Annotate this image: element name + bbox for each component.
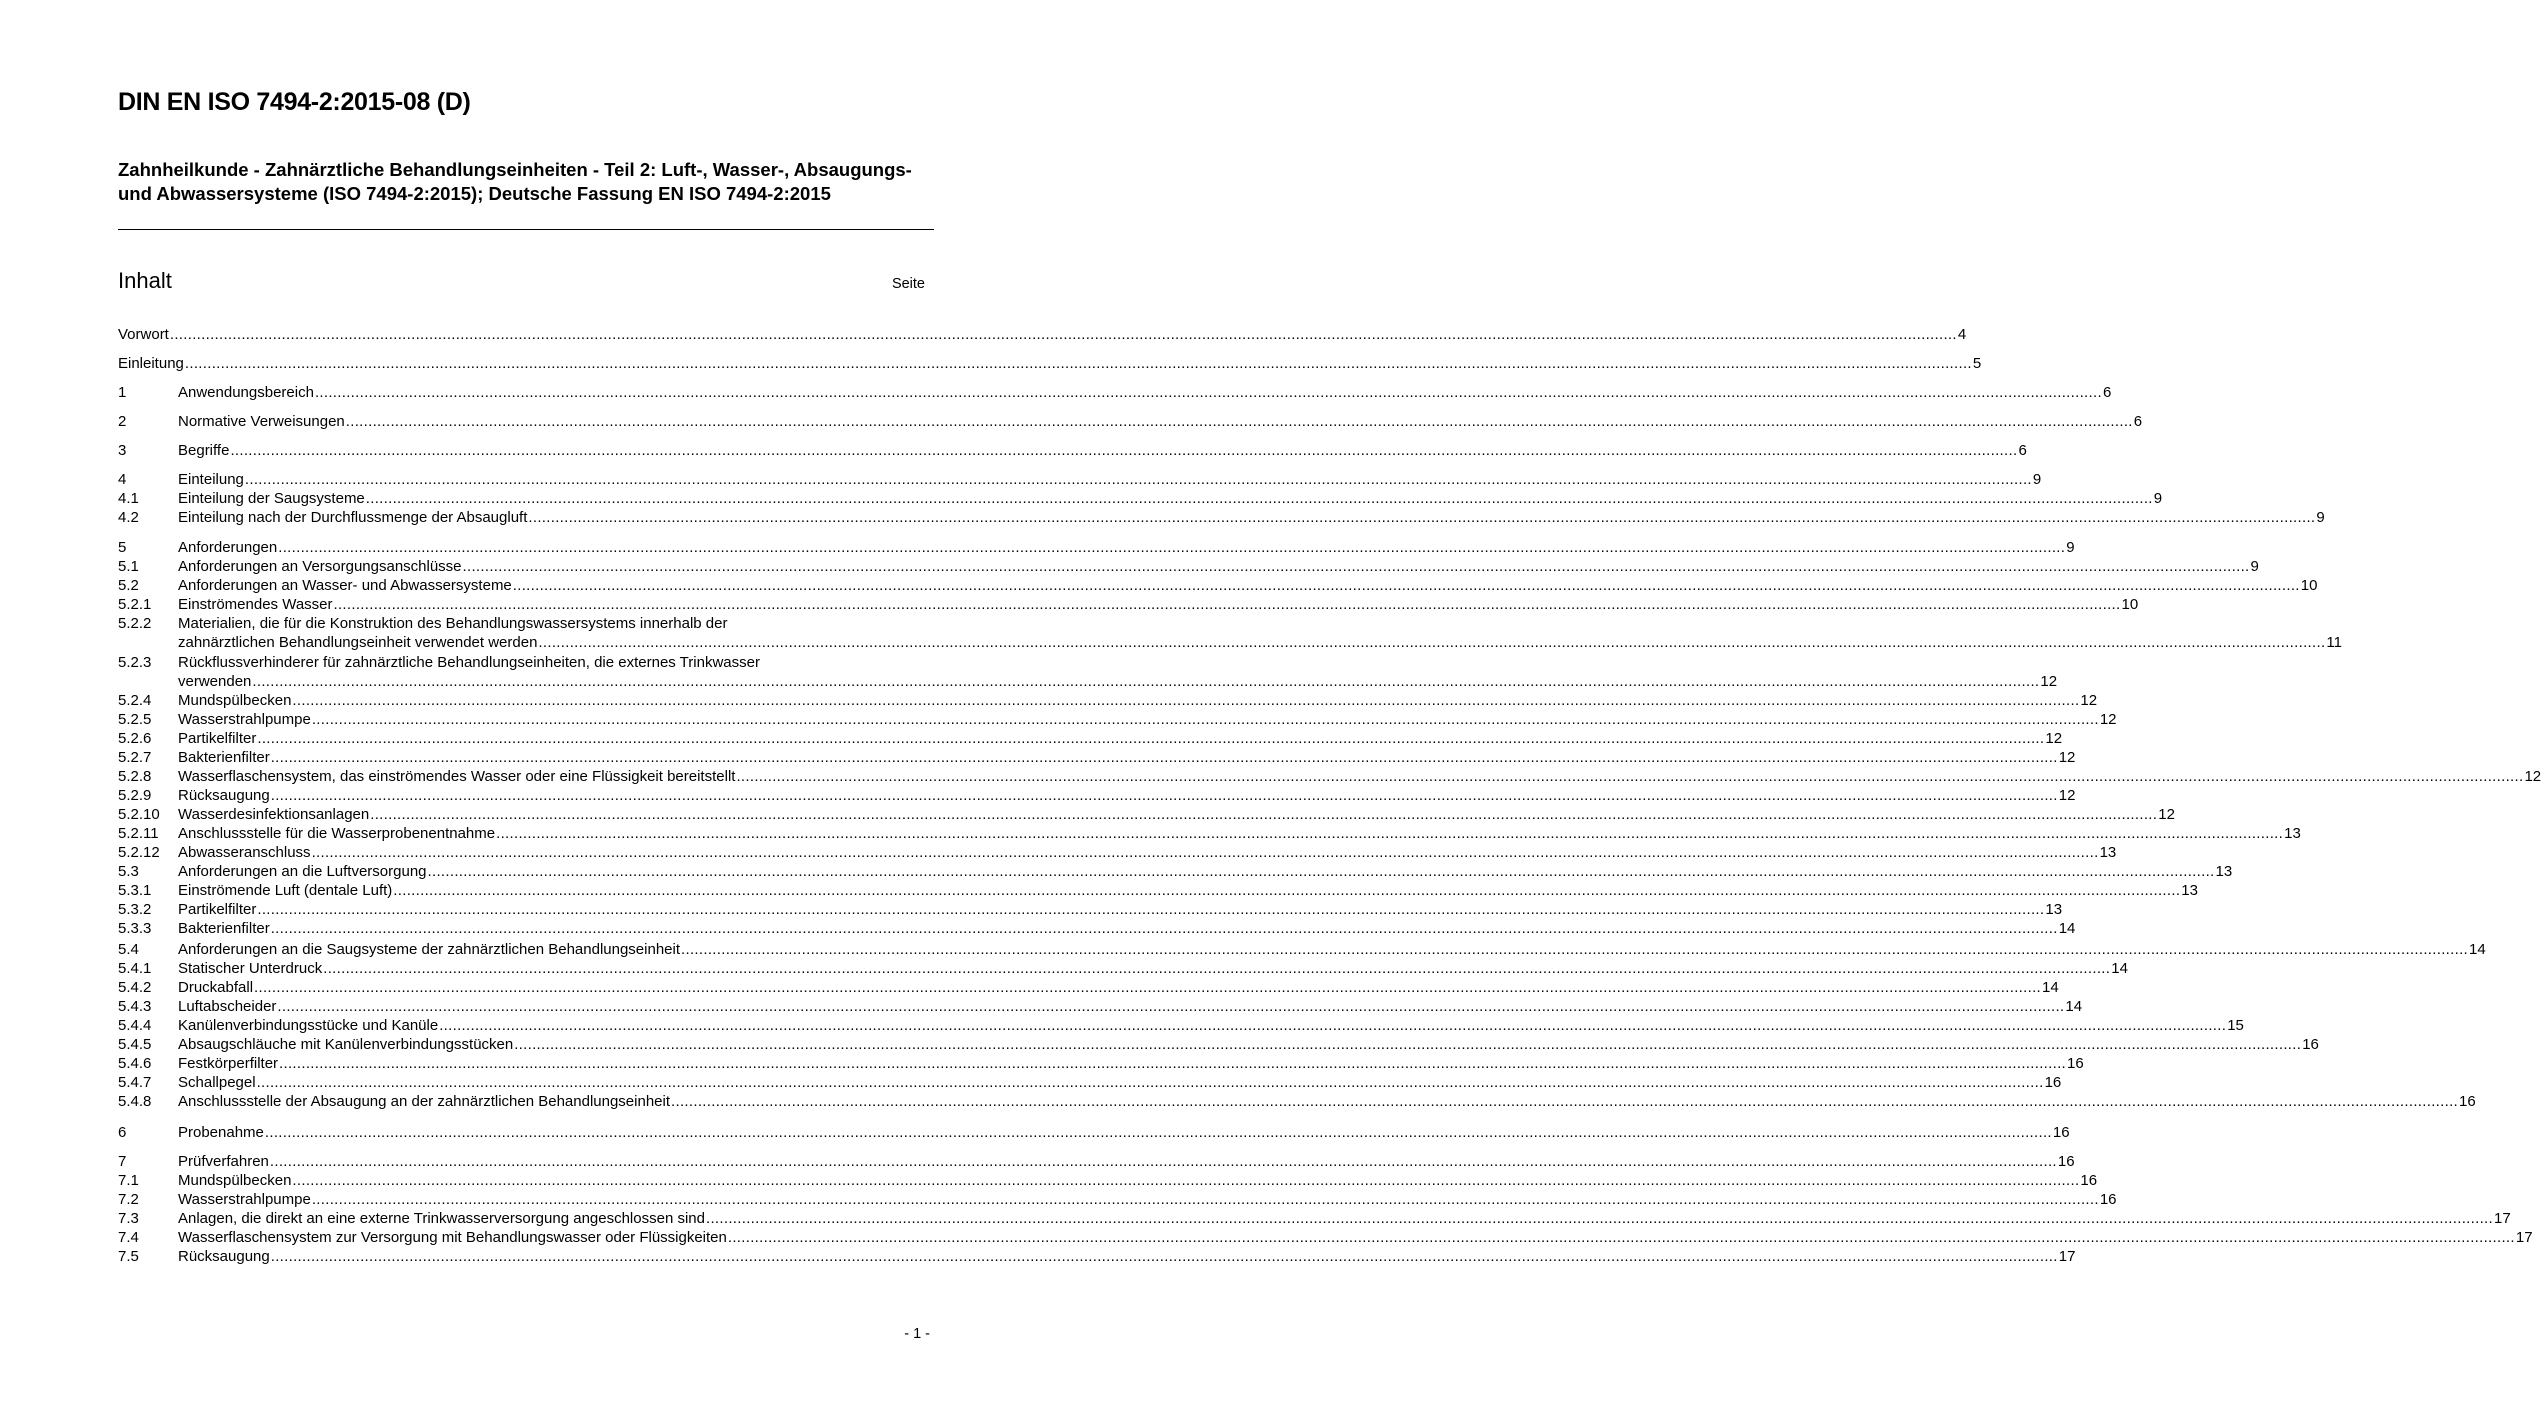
- toc-entry-page: 12: [2099, 711, 2117, 728]
- toc-entry-number: 5.2.12: [118, 844, 160, 861]
- dot-leader: ................................................................................................................................................................................................................................................................................................................................................................................................................: [462, 558, 2250, 575]
- toc-entry-title: Druckabfall: [178, 979, 254, 996]
- toc-entry-number: 2: [118, 413, 127, 430]
- toc-entry-number: 5.2.5: [118, 711, 152, 728]
- dot-leader: ................................................................................................................................................................................................................................................................................................................................................................................................................: [727, 1229, 2515, 1246]
- footer-page-number: - 1 -: [904, 1326, 930, 1342]
- dot-leader: ................................................................................................................................................................................................................................................................................................................................................................................................................: [736, 768, 2524, 785]
- dot-leader: ................................................................................................................................................................................................................................................................................................................................................................................................................: [370, 806, 2158, 823]
- toc-entry[interactable]: [118, 1228, 2533, 1247]
- dot-leader: ................................................................................................................................................................................................................................................................................................................................................................................................................: [311, 844, 2099, 861]
- toc-entry-page: 9: [2316, 509, 2325, 526]
- dot-leader: ................................................................................................................................................................................................................................................................................................................................................................................................................: [257, 730, 2045, 747]
- dot-leader: ................................................................................................................................................................................................................................................................................................................................................................................................................: [270, 787, 2058, 804]
- dot-leader: ................................................................................................................................................................................................................................................................................................................................................................................................................: [256, 1074, 2044, 1091]
- toc-entry-page: 17: [2058, 1248, 2076, 1265]
- document-subtitle: Zahnheilkunde - Zahnärztliche Behandlungseinheiten - Teil 2: Luft-, Wasser-, Absaugungs- und Abwassersysteme (ISO 7494-2:2015); Deutsche Fassung EN ISO 7494-2:2015: [118, 159, 912, 204]
- toc-entry-number: 5.2.6: [118, 730, 152, 747]
- toc-entry-number: 5.2: [118, 577, 139, 594]
- toc-entry-page: 13: [2181, 882, 2198, 899]
- toc-entry[interactable]: [118, 508, 2325, 527]
- toc-entry-page: 16: [2057, 1153, 2075, 1170]
- dot-leader: ................................................................................................................................................................................................................................................................................................................................................................................................................: [681, 941, 2469, 958]
- dot-leader: ................................................................................................................................................................................................................................................................................................................................................................................................................: [264, 1124, 2052, 1141]
- toc-entry[interactable]: [118, 1209, 2511, 1228]
- toc-entry[interactable]: [118, 978, 2059, 997]
- toc-title: Inhalt: [118, 268, 172, 293]
- dot-leader: ................................................................................................................................................................................................................................................................................................................................................................................................................: [538, 634, 2326, 651]
- toc-entry-title: Begriffe: [178, 442, 230, 459]
- toc-entry[interactable]: [118, 1247, 2076, 1266]
- toc-entry-page: 16: [2459, 1093, 2476, 1110]
- dot-leader: ................................................................................................................................................................................................................................................................................................................................................................................................................: [270, 920, 2058, 937]
- toc-entry-number: 4.2: [118, 509, 139, 526]
- toc-entry-number: 7.2: [118, 1191, 139, 1208]
- toc-entry[interactable]: [118, 940, 2486, 959]
- toc-entry[interactable]: [118, 538, 2075, 557]
- toc-entry-page: 17: [2515, 1229, 2533, 1246]
- toc-entry-number: 7.5: [118, 1248, 139, 1265]
- toc-entry-title: Anforderungen: [178, 539, 278, 556]
- toc-entry-number: 5.4.3: [118, 998, 152, 1015]
- dot-leader: ................................................................................................................................................................................................................................................................................................................................................................................................................: [292, 692, 2080, 709]
- toc-entry[interactable]: [118, 919, 2076, 938]
- toc-entry[interactable]: [118, 1171, 2098, 1190]
- toc-entry-number: 6: [118, 1124, 127, 1141]
- toc-entry-page: 6: [2018, 442, 2027, 459]
- toc-entry-number: 5.2.7: [118, 749, 152, 766]
- toc-entry[interactable]: [118, 729, 2063, 748]
- header-rule: [118, 229, 934, 230]
- toc-entry-page: 16: [2080, 1172, 2098, 1189]
- dot-leader: ................................................................................................................................................................................................................................................................................................................................................................................................................: [244, 471, 2032, 488]
- toc-entry-title: Anschlussstelle der Absaugung an der zahnärztlichen Behandlungseinheit: [178, 1093, 671, 1110]
- dot-leader: ................................................................................................................................................................................................................................................................................................................................................................................................................: [314, 384, 2102, 401]
- dot-leader: ................................................................................................................................................................................................................................................................................................................................................................................................................: [277, 998, 2065, 1015]
- dot-leader: ................................................................................................................................................................................................................................................................................................................................................................................................................: [323, 960, 2111, 977]
- toc-entry-page: 14: [2058, 920, 2076, 937]
- toc-entry-page: 9: [2250, 558, 2259, 575]
- dot-leader: ................................................................................................................................................................................................................................................................................................................................................................................................................: [365, 490, 2153, 507]
- toc-entry-title: Anschlussstelle für die Wasserprobenentnahme: [178, 825, 496, 842]
- toc-entry-number: 5.2.1: [118, 596, 152, 613]
- toc-entry-number: 5.2.3: [118, 654, 152, 671]
- toc-entry[interactable]: [118, 786, 2076, 805]
- toc-entry[interactable]: [118, 959, 2128, 978]
- toc-entry-page: 15: [2227, 1017, 2244, 1034]
- dot-leader: ................................................................................................................................................................................................................................................................................................................................................................................................................: [311, 711, 2099, 728]
- toc-entry-number: 1: [118, 384, 127, 401]
- toc-entry-title: zahnärztlichen Behandlungseinheit verwendet werden: [178, 634, 538, 651]
- toc-entry-title: Einteilung: [178, 471, 244, 488]
- toc-entry[interactable]: [118, 557, 2259, 576]
- toc-entry-title: Kanülenverbindungsstücke und Kanüle: [178, 1017, 439, 1034]
- toc-entry-page: 14: [2042, 979, 2059, 996]
- toc-entry-number: 5.3.2: [118, 901, 152, 918]
- dot-leader: ................................................................................................................................................................................................................................................................................................................................................................................................................: [279, 1055, 2067, 1072]
- toc-entry-title-line1: Rückflussverhinderer für zahnärztliche Behandlungseinheiten, die externes Trinkwasser: [178, 654, 760, 671]
- toc-entry[interactable]: [118, 824, 2301, 843]
- toc-entry[interactable]: [118, 1054, 2084, 1073]
- dot-leader: ................................................................................................................................................................................................................................................................................................................................................................................................................: [496, 825, 2284, 842]
- toc-entry-page: 12: [2040, 673, 2058, 690]
- toc-entry-page: 16: [2052, 1124, 2070, 1141]
- toc-entry[interactable]: [118, 595, 2139, 614]
- dot-leader: ................................................................................................................................................................................................................................................................................................................................................................................................................: [257, 901, 2045, 918]
- toc-entry-number: 5.2.4: [118, 692, 152, 709]
- toc-entry-title: Wasserflaschensystem zur Versorgung mit Behandlungswasser oder Flüssigkeiten: [178, 1229, 727, 1246]
- toc-entry-title: Anforderungen an Wasser- und Abwassersysteme: [178, 577, 512, 594]
- toc-entry-number: 7.4: [118, 1229, 139, 1246]
- toc-entry-title: Bakterienfilter: [178, 920, 270, 937]
- toc-entry-page: 12: [2058, 787, 2076, 804]
- toc-entry-page: 6: [2102, 384, 2112, 401]
- toc-entry[interactable]: [118, 470, 2042, 489]
- dot-leader: ................................................................................................................................................................................................................................................................................................................................................................................................................: [671, 1093, 2459, 1110]
- dot-leader: ................................................................................................................................................................................................................................................................................................................................................................................................................: [254, 979, 2042, 996]
- toc-entry-title: Luftabscheider: [178, 998, 277, 1015]
- toc-entry-number: 5.4.6: [118, 1055, 152, 1072]
- toc-entry-number: 7: [118, 1153, 127, 1170]
- toc-entry-number: 5.2.8: [118, 768, 152, 785]
- dot-leader: ................................................................................................................................................................................................................................................................................................................................................................................................................: [169, 326, 1957, 343]
- toc-entry-page: 12: [2080, 692, 2098, 709]
- toc-entry[interactable]: [118, 1152, 2075, 1171]
- toc-entry-title-line1: Materialien, die für die Konstruktion des Behandlungswassersystems innerhalb der: [178, 615, 728, 632]
- toc-entry-page: 13: [2045, 901, 2063, 918]
- toc-entry-number: 5.2.10: [118, 806, 160, 823]
- toc-entry-page: 4: [1957, 326, 1967, 343]
- toc-entry-title: Vorwort: [118, 326, 169, 343]
- toc-entry[interactable]: [118, 900, 2063, 919]
- toc-entry[interactable]: [118, 1123, 2070, 1142]
- toc-entry-title: Rücksaugung: [178, 787, 270, 804]
- dot-leader: ................................................................................................................................................................................................................................................................................................................................................................................................................: [252, 673, 2040, 690]
- toc-entry-page: 14: [2065, 998, 2083, 1015]
- toc-entry-page: 13: [2284, 825, 2301, 842]
- dot-leader: ................................................................................................................................................................................................................................................................................................................................................................................................................: [278, 539, 2066, 556]
- toc-entry-title: Einströmendes Wasser: [178, 596, 333, 613]
- toc-entry-number: 3: [118, 442, 127, 459]
- dot-leader: ................................................................................................................................................................................................................................................................................................................................................................................................................: [427, 863, 2215, 880]
- toc-entry-page: 16: [2067, 1055, 2084, 1072]
- toc-entry[interactable]: [118, 1016, 2244, 1035]
- document-id: DIN EN ISO 7494-2:2015-08 (D): [118, 88, 471, 116]
- dot-leader: ................................................................................................................................................................................................................................................................................................................................................................................................................: [270, 749, 2058, 766]
- toc-entry-number: 5.3.1: [118, 882, 152, 899]
- toc-entry-title: Einströmende Luft (dentale Luft): [178, 882, 393, 899]
- toc-entry-title: Partikelfilter: [178, 901, 257, 918]
- toc-entry-title: Normative Verweisungen: [178, 413, 345, 430]
- toc-entry-page: 12: [2524, 768, 2541, 785]
- toc-entry-page: 6: [2133, 413, 2143, 430]
- toc-entry-number: 5.4: [118, 941, 139, 958]
- toc-entry-number: 7.3: [118, 1210, 139, 1227]
- toc-entry-page: 16: [2099, 1191, 2117, 1208]
- toc-entry-number: 5.2.2: [118, 615, 152, 632]
- toc-entry-title: Einleitung: [118, 355, 184, 372]
- toc-entry[interactable]: [118, 325, 1967, 344]
- toc-entry-page: 5: [1972, 355, 1982, 372]
- dot-leader: ................................................................................................................................................................................................................................................................................................................................................................................................................: [269, 1153, 2057, 1170]
- toc-entry-number: 5.4.2: [118, 979, 152, 996]
- toc-entry-page: 12: [2045, 730, 2063, 747]
- toc-entry[interactable]: [118, 672, 2058, 691]
- dot-leader: ................................................................................................................................................................................................................................................................................................................................................................................................................: [705, 1210, 2493, 1227]
- dot-leader: ................................................................................................................................................................................................................................................................................................................................................................................................................: [345, 413, 2133, 430]
- toc-entry-number: 5.3.3: [118, 920, 152, 937]
- toc-entry-number: 5.3: [118, 863, 139, 880]
- toc-entry[interactable]: [118, 383, 2112, 402]
- dot-leader: ................................................................................................................................................................................................................................................................................................................................................................................................................: [514, 1036, 2302, 1053]
- toc-entry-title: Rücksaugung: [178, 1248, 270, 1265]
- dot-leader: ................................................................................................................................................................................................................................................................................................................................................................................................................: [512, 577, 2300, 594]
- toc-entry[interactable]: [118, 767, 2541, 786]
- toc-entry-page: 12: [2058, 749, 2076, 766]
- toc-entry[interactable]: [118, 748, 2076, 767]
- toc-entry-page: 10: [2300, 577, 2318, 594]
- toc-entry-page: 12: [2158, 806, 2175, 823]
- toc-entry[interactable]: [118, 1073, 2062, 1092]
- toc-entry[interactable]: [118, 576, 2318, 595]
- toc-entry-number: 5.4.4: [118, 1017, 152, 1034]
- dot-leader: ................................................................................................................................................................................................................................................................................................................................................................................................................: [393, 882, 2181, 899]
- toc-entry-page: 13: [2099, 844, 2117, 861]
- toc-entry[interactable]: [118, 1035, 2319, 1054]
- toc-entry-title: Anwendungsbereich: [178, 384, 314, 401]
- toc-entry-number: 4: [118, 471, 127, 488]
- toc-entry-page: 9: [2066, 539, 2075, 556]
- toc-entry-page: 11: [2326, 634, 2342, 651]
- toc-entry-number: 5.4.1: [118, 960, 152, 977]
- toc-entry-title: Wasserstrahlpumpe: [178, 711, 311, 728]
- toc-entry-title: Wasserflaschensystem, das einströmendes Wasser oder eine Flüssigkeit bereitstellt: [178, 768, 736, 785]
- toc-entry[interactable]: [118, 881, 2198, 900]
- toc-entry-page: 16: [2302, 1036, 2319, 1053]
- toc-entry[interactable]: [118, 412, 2143, 431]
- toc-entry-title: Anlagen, die direkt an eine externe Trinkwasserversorgung angeschlossen sind: [178, 1210, 705, 1227]
- toc-entry[interactable]: [118, 843, 2117, 862]
- toc-entry[interactable]: [118, 633, 2342, 652]
- toc-entry-page: 14: [2111, 960, 2128, 977]
- toc-entry-page: 9: [2032, 471, 2042, 488]
- toc-entry-title: Schallpegel: [178, 1074, 256, 1091]
- toc-entry-title: Abwasseranschluss: [178, 844, 311, 861]
- toc-entry-number: 7.1: [118, 1172, 139, 1189]
- toc-entry-title: Festkörperfilter: [178, 1055, 279, 1072]
- toc-entry-title: Einteilung nach der Durchflussmenge der Absaugluft: [178, 509, 528, 526]
- toc-entry[interactable]: [118, 997, 2083, 1016]
- toc-entry-wrapped-line[interactable]: [118, 614, 932, 633]
- toc-entry-wrapped-line[interactable]: [118, 653, 932, 672]
- toc-entry[interactable]: [118, 489, 2163, 508]
- toc-entry-number: 5.1: [118, 558, 139, 575]
- toc-entry[interactable]: [118, 862, 2233, 881]
- toc-entry-title: Mundspülbecken: [178, 692, 292, 709]
- dot-leader: ................................................................................................................................................................................................................................................................................................................................................................................................................: [270, 1248, 2058, 1265]
- toc-entry-number: 5.2.9: [118, 787, 152, 804]
- toc-entry-page: 13: [2215, 863, 2233, 880]
- dot-leader: ................................................................................................................................................................................................................................................................................................................................................................................................................: [292, 1172, 2080, 1189]
- toc-entry-number: 5.4.7: [118, 1074, 152, 1091]
- toc-entry-title: Wasserstrahlpumpe: [178, 1191, 311, 1208]
- dot-leader: ................................................................................................................................................................................................................................................................................................................................................................................................................: [311, 1191, 2099, 1208]
- toc-entry-title: Mundspülbecken: [178, 1172, 292, 1189]
- toc-entry[interactable]: [118, 1190, 2117, 1209]
- toc-entry[interactable]: [118, 805, 2175, 824]
- toc-entry[interactable]: [118, 691, 2098, 710]
- toc-entry-title: Bakterienfilter: [178, 749, 270, 766]
- toc-entry-number: 4.1: [118, 490, 139, 507]
- toc-entry-title: Prüfverfahren: [178, 1153, 269, 1170]
- toc-entry-title: Anforderungen an die Saugsysteme der zahnärztlichen Behandlungseinheit: [178, 941, 681, 958]
- page-column-label: Seite: [891, 276, 925, 292]
- toc-entry-title: Anforderungen an die Luftversorgung: [178, 863, 427, 880]
- toc-entry-title: Absaugschläuche mit Kanülenverbindungsstücken: [178, 1036, 514, 1053]
- toc-entry-title: verwenden: [178, 673, 252, 690]
- toc-entry-page: 16: [2044, 1074, 2062, 1091]
- dot-leader: ................................................................................................................................................................................................................................................................................................................................................................................................................: [230, 442, 2018, 459]
- toc-entry-title: Wasserdesinfektionsanlagen: [178, 806, 370, 823]
- toc-entry-number: 5.4.8: [118, 1093, 152, 1110]
- dot-leader: ................................................................................................................................................................................................................................................................................................................................................................................................................: [439, 1017, 2227, 1034]
- toc-entry[interactable]: [118, 710, 2117, 729]
- toc-entry-number: 5.2.11: [118, 825, 159, 842]
- toc-entry-page: 14: [2469, 941, 2486, 958]
- toc-entry-title: Einteilung der Saugsysteme: [178, 490, 365, 507]
- toc-entry[interactable]: [118, 1092, 2476, 1111]
- toc-entry-number: 5.4.5: [118, 1036, 152, 1053]
- toc-entry-number: 5: [118, 539, 127, 556]
- toc-entry-title: Probenahme: [178, 1124, 264, 1141]
- toc-entry-page: 17: [2493, 1210, 2511, 1227]
- toc-entry-page: 10: [2121, 596, 2139, 613]
- toc-entry-title: Statischer Unterdruck: [178, 960, 323, 977]
- dot-leader: ................................................................................................................................................................................................................................................................................................................................................................................................................: [184, 355, 1972, 372]
- toc-entry[interactable]: [118, 354, 1982, 373]
- toc-entry[interactable]: [118, 441, 2027, 460]
- toc-entry-title: Anforderungen an Versorgungsanschlüsse: [178, 558, 462, 575]
- dot-leader: ................................................................................................................................................................................................................................................................................................................................................................................................................: [333, 596, 2121, 613]
- toc-entry-title: Partikelfilter: [178, 730, 257, 747]
- toc-entry-page: 9: [2153, 490, 2163, 507]
- dot-leader: ................................................................................................................................................................................................................................................................................................................................................................................................................: [528, 509, 2316, 526]
